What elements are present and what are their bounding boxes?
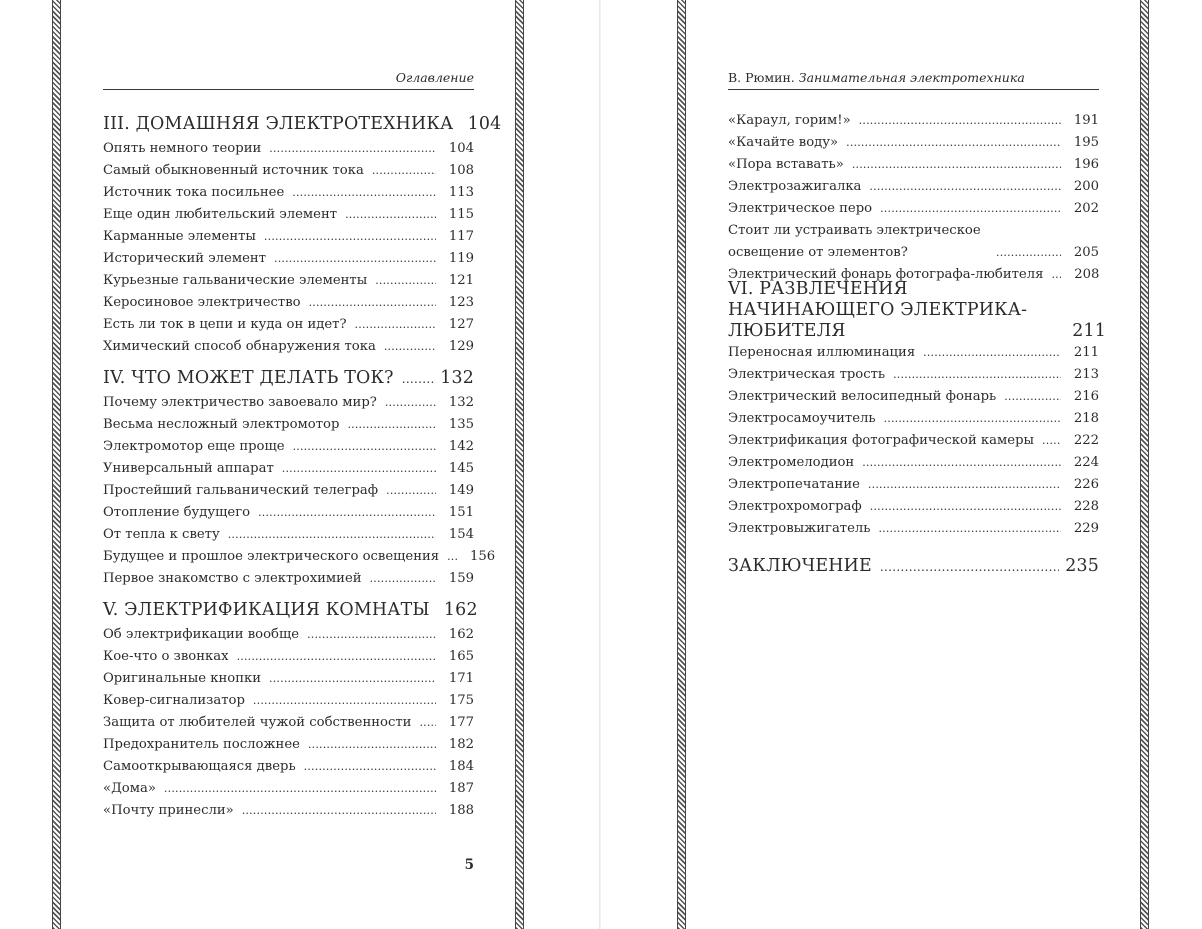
dot-leader [304,756,436,778]
entry-title: Электросамоучитель [728,411,876,426]
dot-leader [253,690,436,712]
dot-leader [846,132,1061,154]
running-head-left: Оглавление [103,70,474,90]
entry-title: Электрический фонарь фотографа-любителя [728,267,1044,282]
dot-leader [385,392,436,414]
dot-leader [870,496,1061,518]
entry-page: 117 [448,229,474,244]
toc-entry[interactable] [103,182,474,204]
toc-entry[interactable] [103,546,496,568]
chapter-page: 162 [443,600,478,620]
entry-page: 159 [448,571,474,586]
entry-page: 184 [448,759,474,774]
chapter-page: 132 [440,368,474,388]
entry-title: «Дома» [103,781,156,796]
dot-leader [274,248,436,270]
chapter-title: IV. ЧТО МОЖЕТ ДЕЛАТЬ ТОК? [103,368,394,388]
entry-page: 145 [448,461,474,476]
chapter-heading-iv[interactable] [103,364,474,392]
entry-title: Переносная иллюминация [728,345,916,360]
dot-leader [307,624,436,646]
dot-leader [370,568,436,590]
entry-page: 226 [1073,477,1099,492]
entry-page: 127 [448,317,474,332]
left-page [103,0,502,929]
entry-page: 156 [469,549,496,564]
dot-leader [384,336,436,358]
chapter-title: V. ЭЛЕКТРИФИКАЦИЯ КОМНАТЫ [103,600,430,620]
toc-entry[interactable] [728,518,1099,540]
dot-leader [242,800,436,822]
entry-page: 165 [448,649,474,664]
entry-title: Электрическая трость [728,367,886,382]
dot-leader [869,176,1061,198]
chapter-heading-vi[interactable] [728,279,1106,342]
entry-page: 115 [448,207,474,222]
entry-title: Универсальный аппарат [103,461,274,476]
entry-title: Простейший гальванический телеграф [103,483,379,498]
entry-title: Самый обыкновенный источник тока [103,163,364,178]
entry-page: 211 [1073,345,1099,360]
right-inner-border [677,0,686,929]
entry-title: Электрическое перо [728,201,873,216]
toc-entry[interactable] [103,160,474,182]
entry-page: 132 [448,395,474,410]
toc-entry[interactable] [103,480,474,502]
entry-page: 188 [448,803,474,818]
entry-page: 123 [448,295,474,310]
entry-page: 154 [448,527,474,542]
toc-entry[interactable] [728,408,1099,430]
entry-page: 149 [448,483,474,498]
right-outer-border [1140,0,1149,929]
right-page [728,0,1106,929]
dot-leader [282,458,436,480]
dot-leader [355,314,436,336]
entry-title: Электромелодион [728,455,855,470]
entry-title: Есть ли ток в цепи и куда он идет? [103,317,347,332]
dot-leader [264,226,436,248]
toc-entry[interactable] [103,458,474,480]
dot-leader [308,734,436,756]
chapter-page: 235 [1065,556,1099,576]
dot-leader [375,270,436,292]
entry-title: Курьезные гальванические элементы [103,273,368,288]
dot-leader [228,524,436,546]
dot-leader [292,182,436,204]
toc-entry[interactable] [103,336,474,358]
running-head-book-title: Занимательная электротехника [798,70,1025,85]
entry-title: Почему электричество завоевало мир? [103,395,377,410]
entry-title: Весьма несложный электромотор [103,417,340,432]
toc-entry[interactable] [103,690,474,712]
dot-leader [293,436,436,458]
toc-entry[interactable] [728,364,1099,386]
toc-entry[interactable] [103,270,474,292]
toc-entry[interactable] [103,436,474,458]
entry-page: 177 [448,715,474,730]
entry-title: Карманные элементы [103,229,256,244]
entry-page: 218 [1073,411,1099,426]
toc-entry[interactable] [103,292,474,314]
entry-page: 202 [1073,201,1099,216]
chapter-page: 104 [467,114,502,134]
dot-leader [347,414,436,436]
toc-entry[interactable] [728,110,1099,132]
toc-entry[interactable] [103,392,474,414]
dot-leader [309,292,436,314]
dot-leader [880,553,1059,581]
left-inner-border [515,0,524,929]
entry-title: Предохранитель посложнее [103,737,300,752]
entry-page: 182 [448,737,474,752]
entry-title: Об электрификации вообще [103,627,300,642]
dot-leader [258,502,436,524]
dot-leader [419,712,436,734]
page-number: 5 [464,857,474,873]
entry-page: 104 [448,141,474,156]
toc-entry[interactable] [728,342,1099,364]
entry-title: Электрозажигалка [728,179,862,194]
running-head-right [728,70,1099,90]
entry-page: 205 [1073,245,1099,260]
entry-title: «Почту принесли» [103,803,234,818]
toc-entry[interactable] [103,226,474,248]
toc-entry[interactable] [103,646,474,668]
entry-title: «Пора вставать» [728,157,844,172]
entry-page: 119 [448,251,474,266]
entry-title: Опять немного теории [103,141,262,156]
entry-title: Отопление будущего [103,505,251,520]
dot-leader [269,138,436,160]
entry-page: 142 [448,439,474,454]
entry-title: «Караул, горим!» [728,113,851,128]
dot-leader [237,646,436,668]
entry-title: Еще один любительский элемент [103,207,338,222]
toc-entry[interactable] [728,496,1099,518]
chapter-title: VI. РАЗВЛЕЧЕНИЯ НАЧИНАЮЩЕГО ЭЛЕКТРИКА-ЛЮБИТЕЛЯ [728,279,1028,341]
dot-leader [862,452,1061,474]
entry-title: Электромотор еще проще [103,439,285,454]
dot-leader [923,342,1061,364]
toc-entry[interactable] [103,314,474,336]
entry-title: Защита от любителей чужой собственности [103,715,412,730]
entry-title: Оригинальные кнопки [103,671,262,686]
toc-entry[interactable] [103,248,474,270]
entry-page: 208 [1074,267,1100,282]
entry-title: Исторический элемент [103,251,266,266]
entry-page: 224 [1073,455,1099,470]
toc-entry[interactable] [728,386,1099,408]
toc-entry[interactable] [103,568,474,590]
chapter-heading-iii[interactable] [103,110,502,138]
entry-title: Электровыжигатель [728,521,871,536]
entry-title: Химический способ обнаружения тока [103,339,376,354]
entry-page: 175 [448,693,474,708]
toc-entry[interactable] [103,204,474,226]
entry-title: Электрификация фотографической камеры [728,433,1035,448]
toc-entry[interactable] [103,756,474,778]
toc-entry[interactable] [103,778,474,800]
toc-entry[interactable] [103,524,474,546]
toc-entry[interactable] [728,176,1099,198]
dot-leader [878,518,1061,540]
dot-leader [447,546,457,568]
running-head-author: В. Рюмин. [728,70,795,85]
entry-title: Электрический велосипедный фонарь [728,389,997,404]
chapter-title: III. ДОМАШНЯЯ ЭЛЕКТРОТЕХНИКА [103,114,454,134]
entry-page: 213 [1073,367,1099,382]
dot-leader [996,242,1061,264]
entry-title: Самооткрывающаяся дверь [103,759,296,774]
toc-entry[interactable] [728,198,1099,220]
entry-page: 195 [1073,135,1099,150]
toc-entry[interactable] [103,414,474,436]
chapter-title: ЗАКЛЮЧЕНИЕ [728,556,872,576]
dot-leader [868,474,1061,496]
entry-page: 222 [1073,433,1099,448]
entry-title: Будущее и прошлое электрического освещения [103,549,440,564]
entry-page: 108 [448,163,474,178]
entry-title: Электрохромограф [728,499,862,514]
entry-page: 187 [448,781,474,796]
dot-leader [345,204,436,226]
entry-page: 162 [448,627,474,642]
toc-entry[interactable] [103,800,474,822]
dot-leader [164,778,436,800]
entry-title: «Качайте воду» [728,135,839,150]
toc-entry[interactable] [103,668,474,690]
toc-entry[interactable] [103,502,474,524]
dot-leader [880,198,1061,220]
entry-title: От тепла к свету [103,527,220,542]
dot-leader [372,160,436,182]
dot-leader [386,480,436,502]
toc-entry[interactable] [728,452,1099,474]
dot-leader [859,110,1061,132]
chapter-page: 211 [1072,321,1106,341]
entry-page: 129 [448,339,474,354]
entry-title: Керосиновое электричество [103,295,301,310]
entry-page: 171 [448,671,474,686]
dot-leader [1004,386,1061,408]
toc-entry[interactable] [728,430,1099,452]
entry-page: 229 [1073,521,1099,536]
left-outer-border [52,0,61,929]
entry-page: 228 [1073,499,1099,514]
entry-title: Источник тока посильнее [103,185,285,200]
chapter-heading-v[interactable] [103,596,478,624]
toc-entry[interactable] [103,624,474,646]
entry-page: 200 [1073,179,1099,194]
toc-entry[interactable] [103,712,474,734]
toc-entry[interactable] [103,138,474,160]
dot-leader [1042,430,1061,452]
table-of-contents-left [103,110,502,822]
dot-leader [884,408,1061,430]
toc-entry[interactable] [103,734,474,756]
entry-page: 135 [448,417,474,432]
dot-leader [269,668,436,690]
entry-page: 196 [1073,157,1099,172]
entry-title: Электропечатание [728,477,860,492]
entry-page: 191 [1073,113,1099,128]
table-of-contents-right [728,110,1106,580]
entry-page: 121 [448,273,474,288]
toc-entry[interactable] [728,132,1099,154]
entry-title: Стоит ли устраивать электрическое освещение от элементов? [728,223,981,260]
entry-page: 113 [448,185,474,200]
entry-title: Ковер-сигнализатор [103,693,245,708]
book-gutter [599,0,601,929]
dot-leader [402,365,434,393]
entry-title: Кое-что о звонках [103,649,229,664]
toc-entry[interactable] [728,220,1099,264]
entry-title: Первое знакомство с электрохимией [103,571,362,586]
chapter-heading-conclusion[interactable] [728,552,1099,580]
toc-entry[interactable] [728,474,1099,496]
toc-entry[interactable] [728,154,1099,176]
entry-page: 216 [1073,389,1099,404]
dot-leader [852,154,1061,176]
dot-leader [893,364,1061,386]
entry-page: 151 [448,505,474,520]
